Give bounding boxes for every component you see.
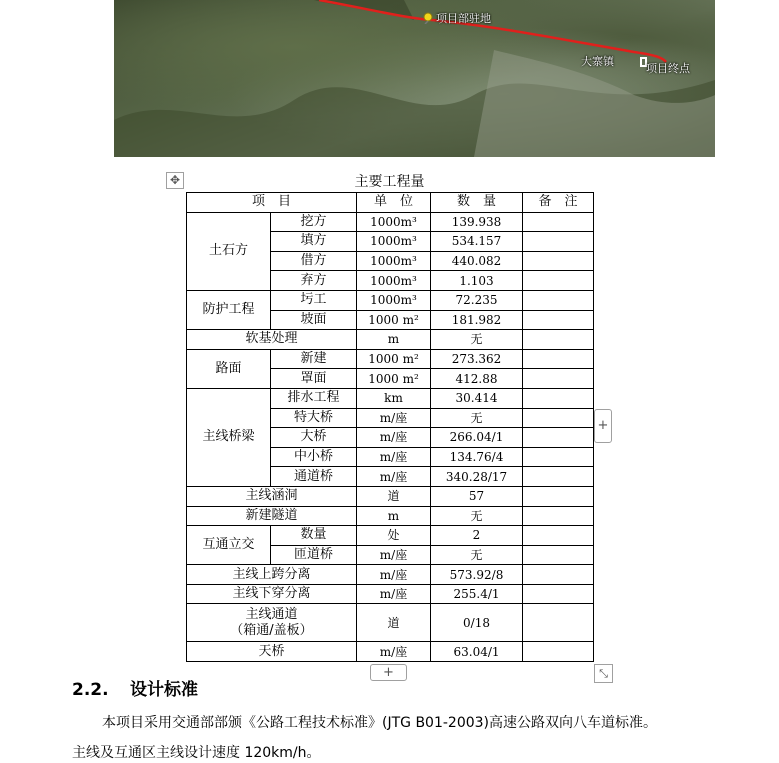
- table-row: [187, 584, 594, 604]
- table-caption: 主要工程量: [354, 174, 425, 190]
- body-paragraph: 本项目采用交通部部颁《公路工程技术标准》(JTG B01-2003)高速公路双向八车道标准。: [102, 715, 658, 731]
- table-cell[interactable]: m/座: [357, 467, 431, 487]
- table-cell[interactable]: 天桥: [187, 642, 357, 662]
- header-cell[interactable]: 单 位: [357, 193, 431, 213]
- table-cell[interactable]: [523, 642, 594, 662]
- table-cell[interactable]: [523, 388, 594, 408]
- table-resize-icon[interactable]: ⤡: [594, 664, 613, 683]
- table-cell[interactable]: 412.88: [431, 369, 523, 389]
- table-cell[interactable]: [523, 271, 594, 291]
- table-cell[interactable]: 72.235: [431, 290, 523, 310]
- table-cell[interactable]: 30.414: [431, 388, 523, 408]
- table-cell[interactable]: 573.92/8: [431, 565, 523, 585]
- table-cell[interactable]: 中小桥: [271, 447, 357, 467]
- add-column-button[interactable]: +: [594, 409, 612, 443]
- table-cell[interactable]: 主线涵洞: [187, 486, 357, 506]
- table-cell[interactable]: 填方: [271, 232, 357, 252]
- table-cell[interactable]: 1000m³: [357, 232, 431, 252]
- header-cell[interactable]: 项 目: [187, 193, 357, 213]
- table-cell[interactable]: [523, 290, 594, 310]
- table-cell[interactable]: 0/18: [431, 604, 523, 642]
- table-cell[interactable]: [523, 545, 594, 565]
- table-cell[interactable]: 1000m³: [357, 212, 431, 232]
- table-cell[interactable]: 134.76/4: [431, 447, 523, 467]
- table-cell[interactable]: [523, 330, 594, 350]
- table-header-row: [187, 193, 594, 213]
- header-cell[interactable]: 备 注: [523, 193, 594, 213]
- table-cell[interactable]: 坡面: [271, 310, 357, 330]
- table-cell[interactable]: 排水工程: [271, 388, 357, 408]
- cell-line: 主线通道: [245, 606, 298, 622]
- table-cell[interactable]: [523, 369, 594, 389]
- map-label-town: 大寨镇: [581, 55, 614, 68]
- table-cell[interactable]: m/座: [357, 584, 431, 604]
- table-cell[interactable]: 255.4/1: [431, 584, 523, 604]
- section-title: 设计标准: [130, 680, 198, 700]
- section-number: 2.2.: [72, 680, 109, 700]
- table-cell[interactable]: 弃方: [271, 271, 357, 291]
- table-cell[interactable]: 借方: [271, 251, 357, 271]
- table-cell[interactable]: 340.28/17: [431, 467, 523, 487]
- table-cell[interactable]: 通道桥: [271, 467, 357, 487]
- table-cell[interactable]: 63.04/1: [431, 642, 523, 662]
- section-heading: [72, 675, 198, 700]
- add-row-button[interactable]: +: [370, 664, 407, 681]
- table-row: [187, 642, 594, 662]
- table-cell[interactable]: 主线桥梁: [187, 388, 271, 486]
- table-cell[interactable]: m/座: [357, 428, 431, 448]
- table-cell[interactable]: [523, 565, 594, 585]
- table-cell[interactable]: 2: [431, 526, 523, 546]
- table-row: [187, 388, 594, 408]
- table-cell[interactable]: m/座: [357, 447, 431, 467]
- table-cell[interactable]: [523, 428, 594, 448]
- table-cell[interactable]: [523, 526, 594, 546]
- table-row: [187, 604, 594, 642]
- table-cell[interactable]: [523, 349, 594, 369]
- table-row: [187, 506, 594, 526]
- table-cell[interactable]: [187, 604, 357, 642]
- table-cell[interactable]: m/座: [357, 408, 431, 428]
- table-cell[interactable]: 无: [431, 545, 523, 565]
- table-cell[interactable]: [523, 310, 594, 330]
- map-label-base: 项目部驻地: [436, 12, 491, 25]
- table-cell[interactable]: [523, 232, 594, 252]
- table-row: [187, 212, 594, 232]
- table-cell[interactable]: [523, 584, 594, 604]
- table-cell[interactable]: 圬工: [271, 290, 357, 310]
- table-cell[interactable]: 路面: [187, 349, 271, 388]
- table-cell[interactable]: 大桥: [271, 428, 357, 448]
- table-cell[interactable]: km: [357, 388, 431, 408]
- table-cell[interactable]: [523, 447, 594, 467]
- map-label-end: 项目终点: [646, 62, 690, 75]
- table-cell[interactable]: [523, 212, 594, 232]
- table-row: [187, 330, 594, 350]
- table-cell[interactable]: [523, 408, 594, 428]
- table-cell[interactable]: 1000m³: [357, 251, 431, 271]
- table-row: [187, 290, 594, 310]
- table-cell[interactable]: [523, 506, 594, 526]
- table-cell[interactable]: 挖方: [271, 212, 357, 232]
- table-cell[interactable]: 防护工程: [187, 290, 271, 329]
- table-cell[interactable]: 主线下穿分离: [187, 584, 357, 604]
- table-cell[interactable]: 1000 m²: [357, 310, 431, 330]
- table-cell[interactable]: 273.362: [431, 349, 523, 369]
- table-cell[interactable]: [523, 467, 594, 487]
- table-cell[interactable]: m: [357, 506, 431, 526]
- table-cell[interactable]: m/座: [357, 565, 431, 585]
- table-cell[interactable]: m/座: [357, 545, 431, 565]
- table-cell[interactable]: [523, 251, 594, 271]
- body-paragraph: 主线及互通区主线设计速度 120km/h。: [72, 745, 321, 761]
- table-cell[interactable]: 处: [357, 526, 431, 546]
- table-cell[interactable]: 440.082: [431, 251, 523, 271]
- table-cell[interactable]: [523, 604, 594, 642]
- table-row: [187, 526, 594, 546]
- table-cell[interactable]: 无: [431, 506, 523, 526]
- table-cell[interactable]: 匝道桥: [271, 545, 357, 565]
- table-cell[interactable]: 534.157: [431, 232, 523, 252]
- table-cell[interactable]: m: [357, 330, 431, 350]
- table-cell[interactable]: 数量: [271, 526, 357, 546]
- cell-line: （箱通/盖板）: [230, 622, 313, 638]
- table-cell[interactable]: 266.04/1: [431, 428, 523, 448]
- table-cell[interactable]: 新建: [271, 349, 357, 369]
- table-cell[interactable]: 软基处理: [187, 330, 357, 350]
- table-cell[interactable]: 无: [431, 408, 523, 428]
- table-cell[interactable]: 57: [431, 486, 523, 506]
- table-cell[interactable]: 道: [357, 604, 431, 642]
- table-cell[interactable]: 新建隧道: [187, 506, 357, 526]
- table-cell[interactable]: 互通立交: [187, 526, 271, 565]
- table-cell[interactable]: 道: [357, 486, 431, 506]
- satellite-map-image: [114, 0, 715, 157]
- table-cell[interactable]: 主线上跨分离: [187, 565, 357, 585]
- table-cell[interactable]: 1000m³: [357, 271, 431, 291]
- table-row: [187, 349, 594, 369]
- table-cell[interactable]: 土石方: [187, 212, 271, 290]
- table-cell[interactable]: 特大桥: [271, 408, 357, 428]
- table-cell[interactable]: 181.982: [431, 310, 523, 330]
- table-cell[interactable]: 1000 m²: [357, 369, 431, 389]
- header-cell[interactable]: 数 量: [431, 193, 523, 213]
- table-cell[interactable]: [523, 486, 594, 506]
- map-terrain: [114, 0, 715, 157]
- engineering-quantity-table[interactable]: [186, 192, 594, 662]
- table-cell[interactable]: 139.938: [431, 212, 523, 232]
- table-move-handle-icon[interactable]: ✥: [166, 172, 184, 189]
- table-cell[interactable]: 1000 m²: [357, 349, 431, 369]
- table-row: [187, 486, 594, 506]
- table-cell[interactable]: 1.103: [431, 271, 523, 291]
- table-cell[interactable]: 罩面: [271, 369, 357, 389]
- table-cell[interactable]: 无: [431, 330, 523, 350]
- table-row: [187, 565, 594, 585]
- pushpin-icon: [422, 12, 434, 24]
- table-cell[interactable]: m/座: [357, 642, 431, 662]
- table-cell[interactable]: 1000m³: [357, 290, 431, 310]
